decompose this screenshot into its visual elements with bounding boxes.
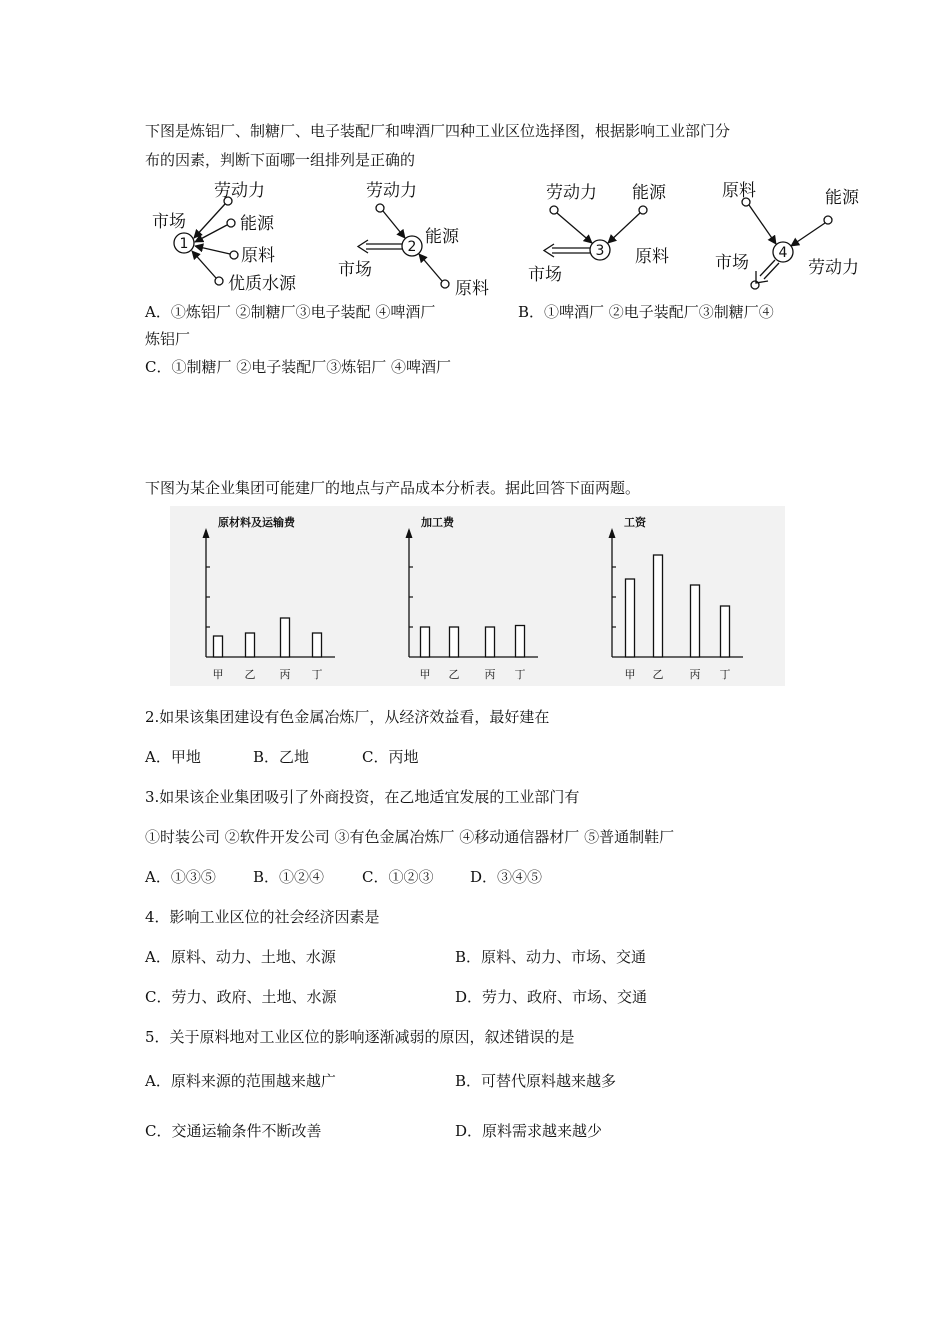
- d4-energy: 能源: [825, 188, 859, 208]
- d1-energy: 能源: [240, 214, 274, 234]
- d3-labor: 劳动力: [546, 183, 597, 203]
- chart-2-category-label: 丁: [514, 668, 526, 681]
- d3-material: 原料: [635, 247, 669, 267]
- chart-2-bar: [516, 626, 525, 658]
- chart-3-bar: [721, 606, 730, 657]
- chart-1-bar: [281, 618, 290, 657]
- q4-stem: 4．影响工业区位的社会经济因素是: [145, 908, 380, 926]
- chart-2-category-label: 乙: [448, 668, 460, 681]
- chart-2-bar: [450, 627, 459, 657]
- d2-energy: 能源: [425, 227, 459, 247]
- chart-1-category-label: 丁: [311, 668, 323, 681]
- chart-2-bar: [421, 627, 430, 657]
- chart-3-category-label: 丁: [719, 668, 731, 681]
- chart-1-bar: [214, 636, 223, 657]
- chart-3-category-label: 乙: [652, 668, 664, 681]
- chart-2-category-label: 丙: [484, 668, 496, 681]
- q4-option-c: C．劳力、政府、土地、水源: [145, 988, 337, 1006]
- q5-stem: 5．关于原料地对工业区位的影响逐渐减弱的原因，叙述错误的是: [145, 1028, 575, 1046]
- d3-energy: 能源: [632, 183, 666, 203]
- q1-stem-line2: 布的因素，判断下面哪一组排列是正确的: [145, 151, 416, 169]
- d2-circle-num: 2: [407, 239, 417, 255]
- q4-option-d: D．劳力、政府、市场、交通: [455, 988, 648, 1006]
- d4-market: 市场: [715, 253, 749, 273]
- d2-market: 市场: [338, 260, 372, 280]
- q4-option-b: B．原料、动力、市场、交通: [455, 948, 647, 966]
- d2-material: 原料: [455, 279, 489, 299]
- location-factor-diagram: [140, 172, 880, 302]
- chart-2-category-label: 甲: [419, 668, 431, 681]
- cost-analysis-charts: [170, 506, 785, 686]
- q3-option-d: D．③④⑤: [470, 868, 543, 886]
- q3-option-c: C．①②③: [362, 868, 434, 886]
- q2-stem: 2.如果该集团建设有色金属冶炼厂，从经济效益看，最好建在: [145, 708, 550, 726]
- chart-3-bar: [691, 585, 700, 657]
- q1-option-c: C．①制糖厂 ②电子装配厂③炼铝厂 ④啤酒厂: [145, 358, 452, 376]
- q4-option-a: A．原料、动力、土地、水源: [145, 948, 336, 966]
- q5-option-c: C．交通运输条件不断改善: [145, 1122, 322, 1140]
- chart-3-title: 工资: [624, 516, 646, 529]
- q5-option-b: B．可替代原料越来越多: [455, 1072, 617, 1090]
- q1-stem-line1: 下图是炼铝厂、制糖厂、电子装配厂和啤酒厂四种工业区位选择图，根据影响工业部门分: [145, 122, 731, 140]
- intro2: 下图为某企业集团可能建厂的地点与产品成本分析表。据此回答下面两题。: [145, 479, 641, 497]
- d1-material: 原料: [241, 246, 275, 266]
- chart-1-bar: [246, 633, 255, 657]
- chart-1-category-label: 乙: [244, 668, 256, 681]
- q3-stem: 3.如果该企业集团吸引了外商投资，在乙地适宜发展的工业部门有: [145, 788, 580, 806]
- d3-circle-num: 3: [595, 243, 605, 259]
- d4-circle-num: 4: [778, 245, 788, 261]
- chart-3-bar: [654, 555, 663, 657]
- chart-2-bar: [486, 627, 495, 657]
- q5-option-d: D．原料需求越来越少: [455, 1122, 603, 1140]
- q1-option-a: A．①炼铝厂 ②制糖厂③电子装配 ④啤酒厂: [145, 303, 436, 321]
- q5-option-a: A．原料来源的范围越来越广: [145, 1072, 336, 1090]
- chart-3-category-label: 甲: [624, 668, 636, 681]
- d2-labor: 劳动力: [366, 181, 417, 201]
- q3-option-a: A．①③⑤: [145, 868, 216, 886]
- d4-labor: 劳动力: [808, 258, 859, 278]
- q1-option-b-cont: 炼铝厂: [145, 330, 191, 348]
- q2-option-b: B．乙地: [253, 748, 310, 766]
- chart-2-title: 加工费: [421, 516, 454, 529]
- d3-market: 市场: [528, 265, 562, 285]
- d1-water: 优质水源: [228, 274, 296, 294]
- d4-material: 原料: [722, 181, 756, 201]
- chart-3-bar: [626, 579, 635, 657]
- chart-1-title: 原材料及运输费: [218, 516, 295, 529]
- d1-circle-num: 1: [179, 236, 189, 252]
- chart-1-category-label: 甲: [212, 668, 224, 681]
- d1-market: 市场: [152, 212, 186, 232]
- q3-items: ①时装公司 ②软件开发公司 ③有色金属冶炼厂 ④移动通信器材厂 ⑤普通制鞋厂: [145, 828, 675, 846]
- q2-option-a: A．甲地: [145, 748, 201, 766]
- q3-option-b: B．①②④: [253, 868, 325, 886]
- chart-1-bar: [313, 633, 322, 657]
- chart-3-category-label: 丙: [689, 668, 701, 681]
- d1-labor: 劳动力: [214, 181, 265, 201]
- q2-option-c: C．丙地: [362, 748, 419, 766]
- q1-option-b: B．①啤酒厂 ②电子装配厂③制糖厂④: [518, 303, 774, 321]
- chart-1-category-label: 丙: [279, 668, 291, 681]
